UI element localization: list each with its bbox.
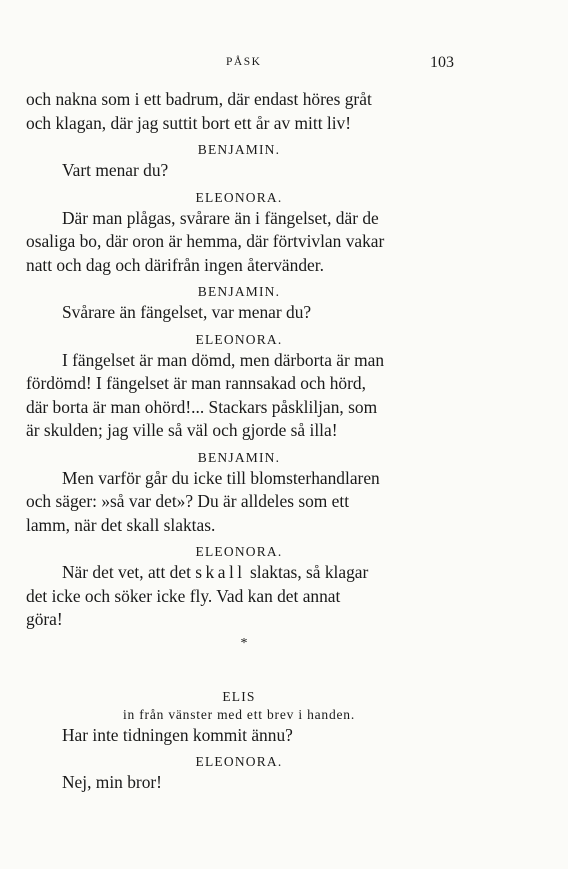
speaker-name: BENJAMIN. [197, 449, 281, 465]
speaker-name: ELEONORA. [195, 331, 283, 347]
speaker-name: ELIS [222, 688, 256, 704]
text-line: fördömd! I fängelset är man rannsakad och hörd, [26, 373, 366, 393]
speaker-name: BENJAMIN. [197, 142, 281, 157]
speaker-name: ELEONORA. [195, 754, 283, 769]
page-number: 103 [430, 54, 454, 71]
emphasized-word: skall [195, 562, 246, 582]
page-text [26, 88, 452, 795]
spacer [26, 652, 452, 682]
text-segment: När det vet, att det [62, 562, 196, 582]
text-line: natt och dag och därifrån ingen återvänder. [26, 254, 324, 275]
paragraph [26, 207, 452, 278]
running-title: PÅSK [226, 56, 262, 68]
text-line: och säger: »så var det»? Du är alldeles som ett [26, 491, 350, 511]
text-line: I fängelset är man dömd, men därborta är man [62, 349, 385, 370]
text-line: Men varför går du icke till blomsterhandlaren [62, 467, 380, 488]
text-line: och klagan, där jag suttit bort ett år av mitt liv! [26, 112, 352, 133]
paragraph [26, 88, 452, 135]
speaker-name: BENJAMIN. [197, 284, 281, 299]
text-line: där borta är man ohörd!... Stackars påskliljan, som [26, 396, 378, 417]
speaker-name: ELEONORA. [195, 189, 283, 205]
text-line: osaliga bo, där oron är hemma, där förtvivlan vakar [26, 231, 385, 251]
text-line: Har inte tidningen kommit ännu? [62, 724, 293, 745]
text-line: göra! [26, 609, 63, 629]
text-line: lamm, när det skall slaktas. [26, 514, 216, 535]
text-line: och nakna som i ett badrum, där endast höres gråt [26, 89, 372, 109]
page-header [0, 56, 568, 76]
text-line: det icke och söker icke fly. Vad kan det annat [26, 585, 341, 606]
text-line: Svårare än fängelset, var menar du? [62, 302, 312, 322]
paragraph [26, 771, 452, 795]
text-line: Där man plågas, svårare än i fängelset, där de [62, 207, 379, 228]
paragraph [26, 467, 452, 538]
paragraph [26, 159, 452, 183]
text-segment: slaktas, så klagar [245, 562, 369, 582]
text-line: Nej, min bror! [62, 772, 162, 792]
text-line: är skulden; jag ville så väl och gjorde så illa! [26, 420, 338, 440]
speaker-name: ELEONORA. [195, 544, 283, 559]
paragraph [26, 561, 452, 632]
paragraph [26, 301, 452, 325]
scene-separator: * [240, 635, 248, 651]
paragraph [26, 349, 452, 443]
paragraph [26, 724, 452, 748]
text-line: Vart menar du? [62, 160, 169, 180]
stage-direction: in från vänster med ett brev i handen. [122, 706, 356, 722]
